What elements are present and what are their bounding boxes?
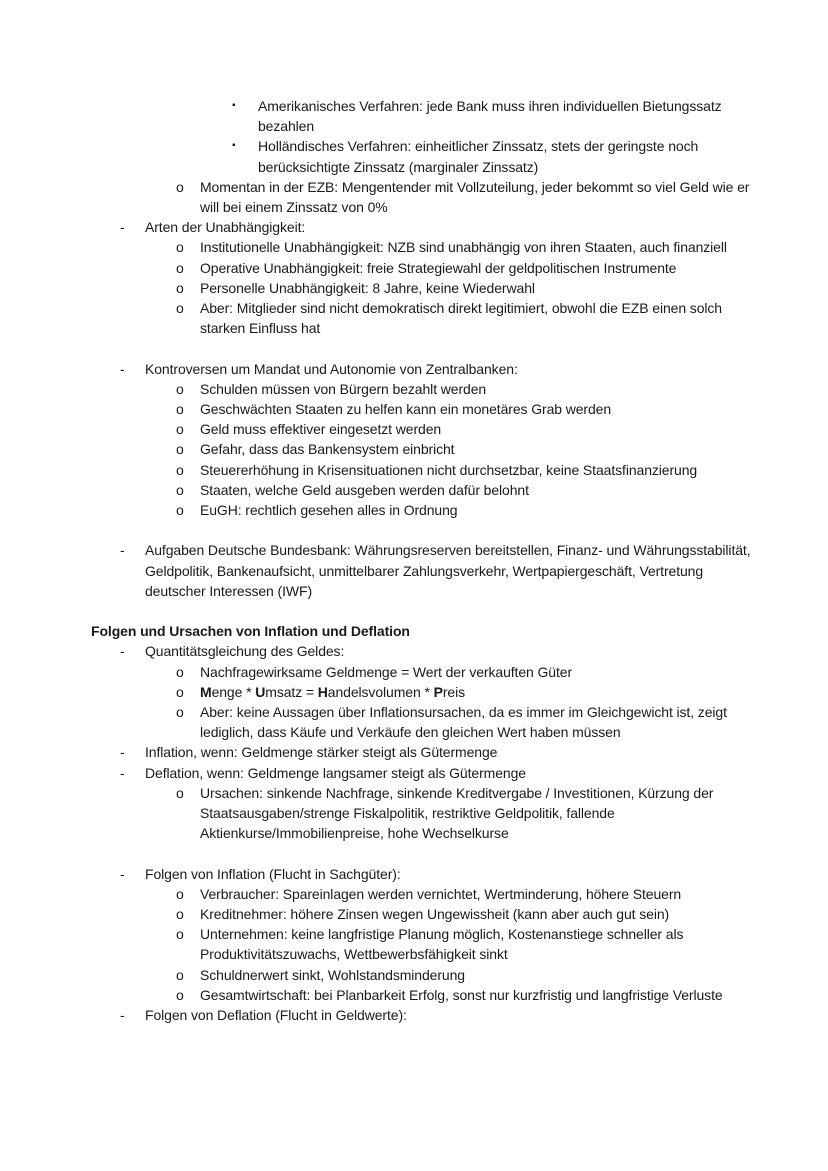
list-item-text: Folgen von Deflation (Flucht in Geldwerte): [145,1007,407,1024]
list-item-text: Quantitätsgleichung des Geldes: [145,643,345,660]
circle-bullet: o [176,926,184,943]
dash-bullet: - [120,219,125,236]
blank-line [91,520,754,540]
list-item-level-2 [91,682,754,702]
dash-bullet: - [120,865,125,882]
list-item-text: Ursachen: sinkende Nachfrage, sinkende Kreditvergabe / Investitionen, Kürzung der Staatsausgaben/strenge Fiskalpolitik, restriktive Geldpolitik, fallende Aktienkurse/Immobilienpreise, hohe Wechselkurse [200,784,714,842]
list-item-text: Schuldnerwert sinkt, Wohlstandsminderung [200,966,465,983]
square-bullet: ▪ [232,140,236,152]
list-item-text: Amerikanisches Verfahren: jede Bank muss ihren individuellen Bietungssatz bezahlen [258,98,722,135]
circle-bullet: o [176,441,184,458]
circle-bullet: o [176,461,184,478]
circle-bullet: o [176,704,184,721]
dash-bullet: - [120,1007,125,1024]
list-item-level-2 [91,258,754,278]
list-item-level-2 [91,480,754,500]
circle-bullet: o [176,401,184,418]
list-item-level-2 [91,237,754,257]
list-item-text: Nachfragewirksame Geldmenge = Wert der verkauften Güter [200,663,573,680]
list-item-text: Gefahr, dass das Bankensystem einbricht [200,441,455,458]
list-item-level-2 [91,278,754,298]
list-item-level-2 [91,884,754,904]
list-item-level-1 [91,540,754,601]
list-item-text: Kontroversen um Mandat und Autonomie von Zentralbanken: [145,360,518,377]
list-item-level-3 [91,136,754,176]
list-item-level-2 [91,399,754,419]
list-item-text: Staaten, welche Geld ausgeben werden dafür belohnt [200,481,529,498]
list-item-text: Momentan in der EZB: Mengentender mit Vollzuteilung, jeder bekommt so viel Geld wie er will bei einem Zinssatz von 0% [200,178,750,216]
list-item-text: Deflation, wenn: Geldmenge langsamer steigt als Gütermenge [145,764,526,781]
circle-bullet: o [176,178,184,195]
list-item-text: Geschwächten Staaten zu helfen kann ein monetäres Grab werden [200,401,612,418]
list-item-level-2 [91,177,754,217]
list-item-level-2 [91,783,754,844]
blank-line [91,601,754,621]
document-content [91,96,754,1025]
list-item-level-1 [91,641,754,661]
list-item-text [200,682,754,702]
blank-line [91,843,754,863]
circle-bullet: o [176,906,184,923]
circle-bullet: o [176,966,184,983]
square-bullet: ▪ [232,100,236,111]
list-item-text: Verbraucher: Spareinlagen werden vernichtet, Wertminderung, höhere Steuern [200,885,682,902]
dash-bullet: - [120,542,125,559]
list-item-level-2 [91,298,754,338]
dash-bullet: - [120,744,125,761]
circle-bullet: o [176,986,184,1003]
list-item-text: Aber: keine Aussagen über Inflationsursachen, da es immer im Gleichgewicht ist, zeigt lediglich, dass Käufe und Verkäufe den gleichen Wert haben müssen [200,704,727,741]
list-item-text: EuGH: rechtlich gesehen alles in Ordnung [200,502,458,519]
list-item-text: Aber: Mitglieder sind nicht demokratisch direkt legitimiert, obwohl die EZB einen solch starken Einfluss hat [200,300,722,337]
list-item-text: Folgen von Inflation (Flucht in Sachgüter): [145,865,401,882]
circle-bullet: o [176,239,184,256]
list-item-text: Operative Unabhängigkeit: freie Strategiewahl der geldpolitischen Instrumente [200,259,677,276]
list-item-text: Gesamtwirtschaft: bei Planbarkeit Erfolg, sonst nur kurzfristig und langfristige Verluste [200,986,723,1003]
text-segment: reis [442,683,466,700]
circle-bullet: o [176,259,184,276]
list-item-level-2 [91,702,754,742]
list-item-level-1 [91,217,754,237]
circle-bullet: o [176,421,184,438]
text-segment: enge * [211,683,256,700]
bold-text-segment: P [433,683,443,700]
list-item-level-3 [91,96,754,136]
list-item-text: Arten der Unabhängigkeit: [145,219,306,236]
list-item-level-2 [91,985,754,1005]
bold-text-segment: H [317,683,328,700]
circle-bullet: o [176,683,184,700]
list-item-text: Aufgaben Deutsche Bundesbank: Währungsreserven bereitstellen, Finanz- und Währungsstabilität, Geldpolitik, Bankenaufsicht, unmittelbarer Zahlungsverkehr, Wertpapiergeschäft, Vertretung deutscher Interessen (IWF) [145,542,751,599]
list-item-text: Personelle Unabhängigkeit: 8 Jahre, keine Wiederwahl [200,279,535,296]
list-item-text: Schulden müssen von Bürgern bezahlt werden [200,380,487,397]
list-item-level-1 [91,864,754,884]
list-item-level-2 [91,379,754,399]
list-item-level-1 [91,1005,754,1025]
list-item-level-2 [91,904,754,924]
dash-bullet: - [120,643,125,660]
list-item-text: Kreditnehmer: höhere Zinsen wegen Ungewissheit (kann aber auch gut sein) [200,906,670,923]
circle-bullet: o [176,784,184,801]
list-item-level-2 [91,460,754,480]
list-item-text: Inflation, wenn: Geldmenge stärker steigt als Gütermenge [145,744,498,761]
list-item-level-2 [91,965,754,985]
list-item-text: Geld muss effektiver eingesetzt werden [200,421,442,438]
list-item-level-1 [91,359,754,379]
list-item-level-1 [91,763,754,783]
bold-text-segment: U [255,683,266,700]
list-item-level-2 [91,419,754,439]
list-item-text: Institutionelle Unabhängigkeit: NZB sind unabhängig von ihren Staaten, auch finanziell [200,239,727,256]
list-item-level-2 [91,662,754,682]
list-item-text: Steuererhöhung in Krisensituationen nicht durchsetzbar, keine Staatsfinanzierung [200,461,698,478]
bold-text-segment: M [200,683,212,700]
blank-line [91,338,754,358]
list-item-text: Holländisches Verfahren: einheitlicher Zinssatz, stets der geringste noch berücksichtigte Zinssatz (marginaler Zinssatz) [258,138,699,175]
circle-bullet: o [176,279,184,296]
list-item-level-1 [91,742,754,762]
text-segment: msatz = [265,683,318,700]
text-segment: andelsvolumen * [327,683,434,700]
list-item-level-2 [91,500,754,520]
circle-bullet: o [176,663,184,680]
list-item-level-2 [91,924,754,964]
dash-bullet: - [120,360,125,377]
circle-bullet: o [176,885,184,902]
circle-bullet: o [176,502,184,519]
circle-bullet: o [176,300,184,317]
dash-bullet: - [120,764,125,781]
circle-bullet: o [176,481,184,498]
section-heading: Folgen und Ursachen von Inflation und Deflation [91,623,410,640]
list-item-text: Unternehmen: keine langfristige Planung möglich, Kostenanstiege schneller als Produktivitätszuwachs, Wettbewerbsfähigkeit sinkt [200,926,684,963]
circle-bullet: o [176,380,184,397]
list-item-level-2 [91,439,754,459]
